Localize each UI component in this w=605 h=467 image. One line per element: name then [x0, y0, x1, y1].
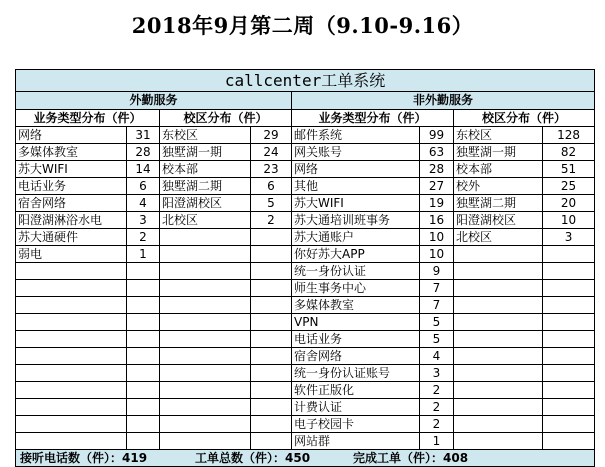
- inside-campus-count: 10: [543, 212, 595, 229]
- inside-business-name: 计费认证: [292, 399, 420, 416]
- outside-business-count: 4: [127, 195, 160, 212]
- inside-business-count: 9: [420, 263, 454, 280]
- inside-business-count: 2: [420, 399, 454, 416]
- inside-service-header: 非外勤服务: [292, 92, 595, 110]
- outside-campus-count: [251, 229, 292, 246]
- inside-campus-name: 校外: [454, 178, 543, 195]
- table-row: [16, 161, 595, 178]
- inside-business-count: 5: [420, 331, 454, 348]
- outside-business-count: [127, 331, 160, 348]
- table-row: [16, 127, 595, 144]
- inside-business-count: 7: [420, 297, 454, 314]
- inside-campus-count: 82: [543, 144, 595, 161]
- outside-campus-count: 23: [251, 161, 292, 178]
- table-row: [16, 212, 595, 229]
- column-header-row: [16, 110, 595, 127]
- inside-campus-count: 3: [543, 229, 595, 246]
- outside-business-count: [127, 280, 160, 297]
- inside-campus-name: [454, 382, 543, 399]
- table-row: [16, 348, 595, 365]
- inside-business-count: 28: [420, 161, 454, 178]
- outside-service-header: 外勤服务: [16, 92, 292, 110]
- inside-campus-count: [543, 314, 595, 331]
- inside-campus-name: [454, 331, 543, 348]
- outside-business-name: 多媒体教室: [16, 144, 127, 161]
- inside-campus-count: [543, 382, 595, 399]
- outside-campus-name: [160, 399, 251, 416]
- outside-business-count: 31: [127, 127, 160, 144]
- table-row: [16, 280, 595, 297]
- inside-business-count: 1: [420, 433, 454, 450]
- outside-business-count: [127, 416, 160, 433]
- inside-campus-count: 51: [543, 161, 595, 178]
- outside-business-name: [16, 433, 127, 450]
- footer-row: [16, 450, 595, 467]
- inside-campus-count: [543, 365, 595, 382]
- inside-business-name: 统一身份认证: [292, 263, 420, 280]
- inside-campus-name: [454, 365, 543, 382]
- footer-summary: [16, 450, 595, 467]
- outside-campus-name: [160, 433, 251, 450]
- inside-business-name: VPN: [292, 314, 420, 331]
- system-title-row: [16, 70, 595, 92]
- calls-answered: 接听电话数（件）：419: [20, 450, 148, 465]
- outside-business-name: 苏大WIFI: [16, 161, 127, 178]
- outside-business-count: [127, 382, 160, 399]
- inside-campus-name: [454, 433, 543, 450]
- outside-business-count: 14: [127, 161, 160, 178]
- inside-campus-count: 25: [543, 178, 595, 195]
- outside-business-name: [16, 365, 127, 382]
- inside-campus-count: [543, 297, 595, 314]
- total-tickets: 工单总数（件）：450: [195, 450, 311, 465]
- table-row: [16, 399, 595, 416]
- table-row: [16, 178, 595, 195]
- outside-campus-name: 阳澄湖校区: [160, 195, 251, 212]
- inside-business-name: 软件正版化: [292, 382, 420, 399]
- inside-business-name: 师生事务中心: [292, 280, 420, 297]
- inside-campus-count: 20: [543, 195, 595, 212]
- inside-business-name: 苏大WIFI: [292, 195, 420, 212]
- outside-campus-name: [160, 314, 251, 331]
- outside-campus-name: [160, 229, 251, 246]
- group-header-row: [16, 92, 595, 110]
- outside-campus-name: [160, 331, 251, 348]
- inside-business-name: 其他: [292, 178, 420, 195]
- inside-business-name: 你好苏大APP: [292, 246, 420, 263]
- outside-campus-name: [160, 246, 251, 263]
- outside-campus-count: [251, 314, 292, 331]
- inside-campus-count: [543, 433, 595, 450]
- outside-business-header: 业务类型分布（件）: [16, 110, 160, 127]
- inside-business-count: 7: [420, 280, 454, 297]
- inside-business-name: 网关账号: [292, 144, 420, 161]
- table-row: [16, 382, 595, 399]
- outside-business-count: [127, 433, 160, 450]
- outside-campus-count: [251, 263, 292, 280]
- outside-business-name: 苏大通硬件: [16, 229, 127, 246]
- table-row: [16, 331, 595, 348]
- outside-campus-name: [160, 382, 251, 399]
- inside-business-count: 2: [420, 382, 454, 399]
- outside-campus-name: 独墅湖二期: [160, 178, 251, 195]
- inside-business-header: 业务类型分布（件）: [292, 110, 454, 127]
- outside-campus-count: [251, 280, 292, 297]
- inside-business-count: 5: [420, 314, 454, 331]
- outside-business-name: 网络: [16, 127, 127, 144]
- outside-campus-count: [251, 433, 292, 450]
- outside-business-name: [16, 399, 127, 416]
- inside-campus-name: [454, 263, 543, 280]
- inside-business-name: 苏大通账户: [292, 229, 420, 246]
- outside-campus-count: 24: [251, 144, 292, 161]
- table-row: [16, 229, 595, 246]
- outside-business-count: 6: [127, 178, 160, 195]
- outside-business-name: 宿舍网络: [16, 195, 127, 212]
- outside-business-name: [16, 331, 127, 348]
- inside-campus-name: 阳澄湖校区: [454, 212, 543, 229]
- inside-campus-name: [454, 246, 543, 263]
- inside-business-count: 63: [420, 144, 454, 161]
- outside-campus-header: 校区分布（件）: [160, 110, 292, 127]
- table-row: [16, 195, 595, 212]
- inside-campus-count: [543, 331, 595, 348]
- outside-business-count: [127, 348, 160, 365]
- table-row: [16, 416, 595, 433]
- outside-business-name: 阳澄湖淋浴水电: [16, 212, 127, 229]
- outside-campus-name: 校本部: [160, 161, 251, 178]
- outside-business-count: [127, 365, 160, 382]
- outside-business-name: [16, 382, 127, 399]
- outside-campus-name: 东校区: [160, 127, 251, 144]
- outside-campus-count: [251, 416, 292, 433]
- outside-campus-count: [251, 365, 292, 382]
- inside-business-name: 多媒体教室: [292, 297, 420, 314]
- outside-campus-count: [251, 382, 292, 399]
- inside-business-name: 统一身份认证账号: [292, 365, 420, 382]
- inside-campus-name: [454, 348, 543, 365]
- report-table: [15, 69, 595, 467]
- outside-campus-count: 5: [251, 195, 292, 212]
- outside-campus-count: [251, 331, 292, 348]
- outside-campus-count: [251, 399, 292, 416]
- outside-business-count: [127, 263, 160, 280]
- inside-campus-name: 独墅湖一期: [454, 144, 543, 161]
- inside-campus-count: [543, 399, 595, 416]
- inside-business-count: 10: [420, 246, 454, 263]
- outside-campus-name: 北校区: [160, 212, 251, 229]
- inside-business-count: 2: [420, 416, 454, 433]
- outside-campus-name: [160, 280, 251, 297]
- outside-campus-count: 29: [251, 127, 292, 144]
- table-row: [16, 433, 595, 450]
- table-row: [16, 144, 595, 161]
- outside-business-count: 2: [127, 229, 160, 246]
- outside-campus-name: [160, 297, 251, 314]
- outside-campus-count: 6: [251, 178, 292, 195]
- inside-business-count: 19: [420, 195, 454, 212]
- inside-business-count: 10: [420, 229, 454, 246]
- table-row: [16, 297, 595, 314]
- inside-campus-count: [543, 246, 595, 263]
- outside-business-count: [127, 314, 160, 331]
- outside-campus-name: 独墅湖一期: [160, 144, 251, 161]
- inside-business-name: 网站群: [292, 433, 420, 450]
- inside-business-count: 99: [420, 127, 454, 144]
- inside-campus-header: 校区分布（件）: [454, 110, 595, 127]
- outside-business-name: [16, 297, 127, 314]
- completed-tickets: 完成工单（件）：408: [353, 450, 469, 465]
- outside-campus-count: [251, 297, 292, 314]
- outside-campus-count: 2: [251, 212, 292, 229]
- outside-business-count: 3: [127, 212, 160, 229]
- inside-campus-count: [543, 280, 595, 297]
- outside-campus-name: [160, 365, 251, 382]
- inside-campus-name: [454, 416, 543, 433]
- outside-business-count: [127, 297, 160, 314]
- inside-business-name: 邮件系统: [292, 127, 420, 144]
- inside-business-count: 4: [420, 348, 454, 365]
- outside-campus-name: [160, 416, 251, 433]
- outside-campus-name: [160, 263, 251, 280]
- inside-business-name: 网络: [292, 161, 420, 178]
- outside-campus-name: [160, 348, 251, 365]
- outside-campus-count: [251, 348, 292, 365]
- outside-business-name: [16, 348, 127, 365]
- inside-campus-count: [543, 416, 595, 433]
- inside-business-count: 27: [420, 178, 454, 195]
- outside-business-name: 弱电: [16, 246, 127, 263]
- inside-campus-name: [454, 297, 543, 314]
- outside-business-count: 28: [127, 144, 160, 161]
- table-row: [16, 263, 595, 280]
- outside-business-name: [16, 280, 127, 297]
- system-title: callcenter工单系统: [16, 70, 595, 92]
- inside-campus-count: 128: [543, 127, 595, 144]
- inside-business-name: 苏大通培训班事务: [292, 212, 420, 229]
- inside-business-name: 宿舍网络: [292, 348, 420, 365]
- table-row: [16, 365, 595, 382]
- outside-business-name: [16, 314, 127, 331]
- inside-business-count: 16: [420, 212, 454, 229]
- inside-business-name: 电子校园卡: [292, 416, 420, 433]
- inside-campus-name: 独墅湖二期: [454, 195, 543, 212]
- outside-business-name: [16, 416, 127, 433]
- outside-business-count: [127, 399, 160, 416]
- outside-business-count: 1: [127, 246, 160, 263]
- inside-campus-count: [543, 348, 595, 365]
- outside-business-name: 电话业务: [16, 178, 127, 195]
- page-title: 2018年9月第二周（9.10-9.16）: [131, 13, 474, 38]
- report-table-container: [15, 69, 594, 467]
- table-row: [16, 246, 595, 263]
- inside-campus-name: 东校区: [454, 127, 543, 144]
- inside-campus-name: 校本部: [454, 161, 543, 178]
- outside-business-name: [16, 263, 127, 280]
- inside-campus-count: [543, 263, 595, 280]
- inside-campus-name: [454, 399, 543, 416]
- inside-campus-name: [454, 280, 543, 297]
- table-row: [16, 314, 595, 331]
- inside-campus-name: 北校区: [454, 229, 543, 246]
- inside-business-count: 3: [420, 365, 454, 382]
- inside-business-name: 电话业务: [292, 331, 420, 348]
- inside-campus-name: [454, 314, 543, 331]
- outside-campus-count: [251, 246, 292, 263]
